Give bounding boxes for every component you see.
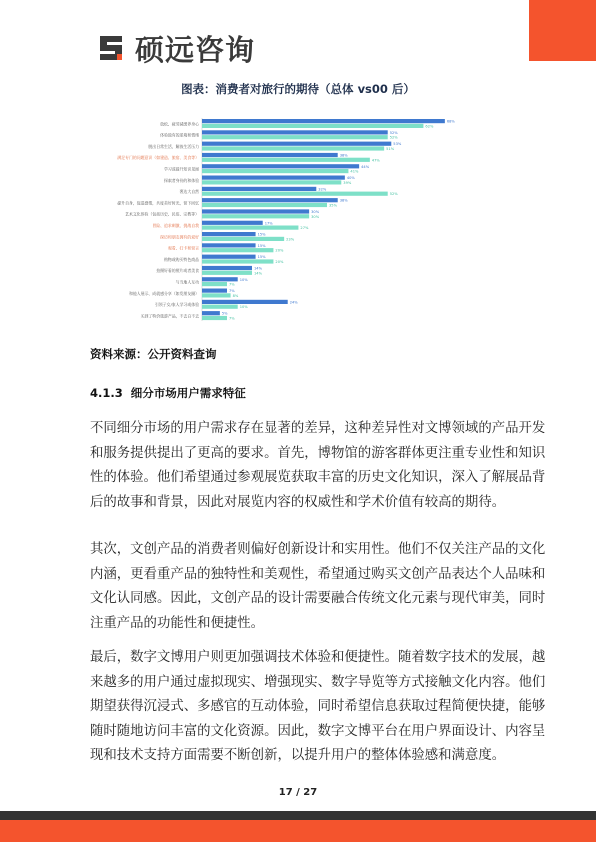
bar-overall [202,289,227,293]
bar-value-label: 15% [257,255,266,260]
bar-value-label: 24% [289,300,298,305]
bar-value-label: 30% [311,214,320,219]
bar-value-label: 38% [339,153,348,158]
bar-value-label: 51% [386,147,395,151]
category-label: 探访和朋友拥有的爱好 [160,234,199,240]
bar-post00 [202,226,298,230]
bar-post00 [202,259,273,263]
paragraph [90,538,546,636]
bar-value-label: 38% [339,198,348,203]
header-accent-block [529,0,596,61]
bar-value-label: 10% [239,305,248,310]
bar-value-label: 52% [389,130,398,135]
bar-overall [202,164,359,168]
bar-post00 [202,271,252,275]
bar-value-label: 7% [229,316,235,321]
paragraph-line: 最后，数字文博用户则更加强调技术体验和便捷性。随着数字技术的发展，越 [90,650,546,665]
paragraph-line: 期望获得沉浸式、多感官的互动体验，同时希望信息获取过程简便快捷，能够 [90,699,546,715]
bar-overall [202,209,309,213]
swirl-logo-icon [97,33,127,63]
category-label: 与当地人互动 [175,279,199,285]
paragraph-line: 其次，文创产品的消费者则偏好创新设计和实用性。他们不仅关注产品的文化 [90,542,546,557]
footer-dark-band [0,811,596,820]
bar-value-label: 52% [389,192,398,197]
logo-text: 硕远咨询 [135,32,256,67]
bar-value-label: 10% [239,277,248,282]
bar-post00 [202,146,384,150]
bar-overall [202,187,316,191]
section-title: 细分市场用户需求特征 [130,386,246,400]
paragraph-line: 性的体验。他们希望通过参观展览获取丰富的历史文化知识，深入了解展品背 [90,470,546,486]
bar-value-label: 39% [343,180,352,185]
company-logo [97,31,255,65]
paragraph-line: 注重产品的功能性和便捷性。 [90,615,265,631]
source-note: 资料来源：公开资料查询 [90,347,217,361]
paragraph-line: 来越多的用户通过虚拟现实、增强现实、数字导览等方式接触文化内容。他们 [90,674,546,690]
bar-value-label: 5% [221,311,228,316]
bar-value-label: 35% [329,203,337,208]
bar-post00 [202,135,388,139]
bar-overall [202,300,288,304]
bar-overall [202,311,220,315]
bar-overall [202,119,445,123]
paragraph-line: 文化认同感。因此，文创产品的设计需要融合传统文化元素与现代审美，同时 [90,591,546,607]
category-label: 观看、打卡和留言 [167,245,199,251]
bar-value-label: 27% [300,226,309,231]
bar-overall [202,232,256,236]
category-label: 体验独有的逆境和情绪 [160,132,199,138]
bar-post00 [202,293,231,297]
bar-overall [202,198,338,202]
paragraph [90,646,546,769]
bar-value-label: 14% [254,271,262,276]
horizontal-bar-chart [91,116,501,321]
page-number: 17 / 27 [278,787,318,798]
bar-value-label: 44% [361,164,370,169]
category-label: 放松、疲劳减缓养身心 [160,121,199,127]
category-label: 引领子女/家人学习或体验 [154,302,199,308]
bar-post00 [202,282,227,286]
category-label: 提升自身，促进感情，共度美好时光，留下回忆 [117,200,199,206]
category-label: 探索者身份的和体验 [163,177,199,183]
bar-post00 [202,192,388,196]
bar-value-label: 17% [264,221,273,226]
bar-value-label: 15% [257,232,266,237]
bar-value-label: 7% [229,289,235,294]
paragraph-line: 现和技术支持方面需要不断创新，以提升用户的整体体验感和满意度。 [90,748,506,764]
paragraph [90,417,546,515]
bar-value-label: 20% [275,260,284,264]
bar-value-label: 53% [393,142,402,147]
bar-overall [202,142,391,146]
paragraph-line: 不同细分市场的用户需求存在显著的差异，这种差异性对文博领域的产品开发 [90,421,546,436]
bar-post00 [202,158,370,162]
bar-value-label: 52% [389,135,398,140]
category-label: 满足专门的问题意识（如建造、旅宿、美食等） [117,155,199,161]
category-label: 和他人展示、成就感分享（如发朋友圈） [128,290,199,296]
category-label: 学习或提升知识见闻 [163,166,199,172]
section-number: 4.1.3 [90,386,123,400]
footer-orange-band [0,820,596,842]
bar-value-label: 68% [446,119,455,124]
bar-overall [202,243,256,247]
bar-post00 [202,203,327,207]
category-label: 买到了特价旅游产品，不去白不去 [140,313,199,319]
bar-value-label: 41% [350,169,359,174]
category-label: 奢达大自然 [179,189,199,195]
paragraph-line: 随时随地访问丰富的文化资源。因此，数字文博平台在用户界面设计、内容呈 [90,723,546,739]
paragraph-line: 后的故事和背景，因此对展览内容的权威性和学术价值有较高的期待。 [90,494,506,510]
category-label: 艺术文化体验（包括历史、民俗、宗教等） [125,211,199,217]
bar-overall [202,266,252,270]
bar-value-label: 40% [346,176,355,181]
bar-post00 [202,316,227,320]
bar-value-label: 14% [254,266,262,271]
section-heading [90,385,246,401]
bar-post00 [202,237,284,241]
bar-value-label: 30% [311,210,320,214]
bar-post00 [202,305,238,309]
bar-overall [202,221,263,225]
bar-overall [202,277,238,281]
bar-post00 [202,248,273,252]
category-label: 冒险、追求刺激、挑战自我 [152,223,199,228]
bar-post00 [202,124,423,128]
bar-value-label: 7% [229,282,235,287]
paragraph-line: 和服务提供提出了更高的要求。首先，博物馆的游客群体更注重专业性和知识 [90,445,546,461]
bar-value-label: 8% [232,293,239,298]
bar-post00 [202,214,309,218]
bar-post00 [202,180,341,184]
bar-value-label: 32% [318,187,327,192]
bar-value-label: 15% [257,243,266,248]
bar-value-label: 23% [286,237,295,242]
bar-overall [202,153,338,157]
bar-overall [202,255,256,259]
bar-value-label: 62% [425,124,434,129]
paragraph-line: 内涵，更看重产品的独特性和美观性，希望通过购买文创产品表达个人品味和 [90,566,546,582]
category-label: 脱出日常生活，解放生活压力 [148,143,199,149]
category-label: 购物或购买特色商品 [163,256,199,262]
bar-value-label: 47% [371,158,380,163]
chart-title: 图表：消费者对旅行的期待（总体 vs00 后） [181,82,415,96]
bar-post00 [202,169,348,173]
bar-overall [202,176,345,180]
bar-value-label: 20% [275,248,284,253]
category-label: 拍摄好看的照片或者美食 [156,268,199,274]
bar-overall [202,130,388,134]
